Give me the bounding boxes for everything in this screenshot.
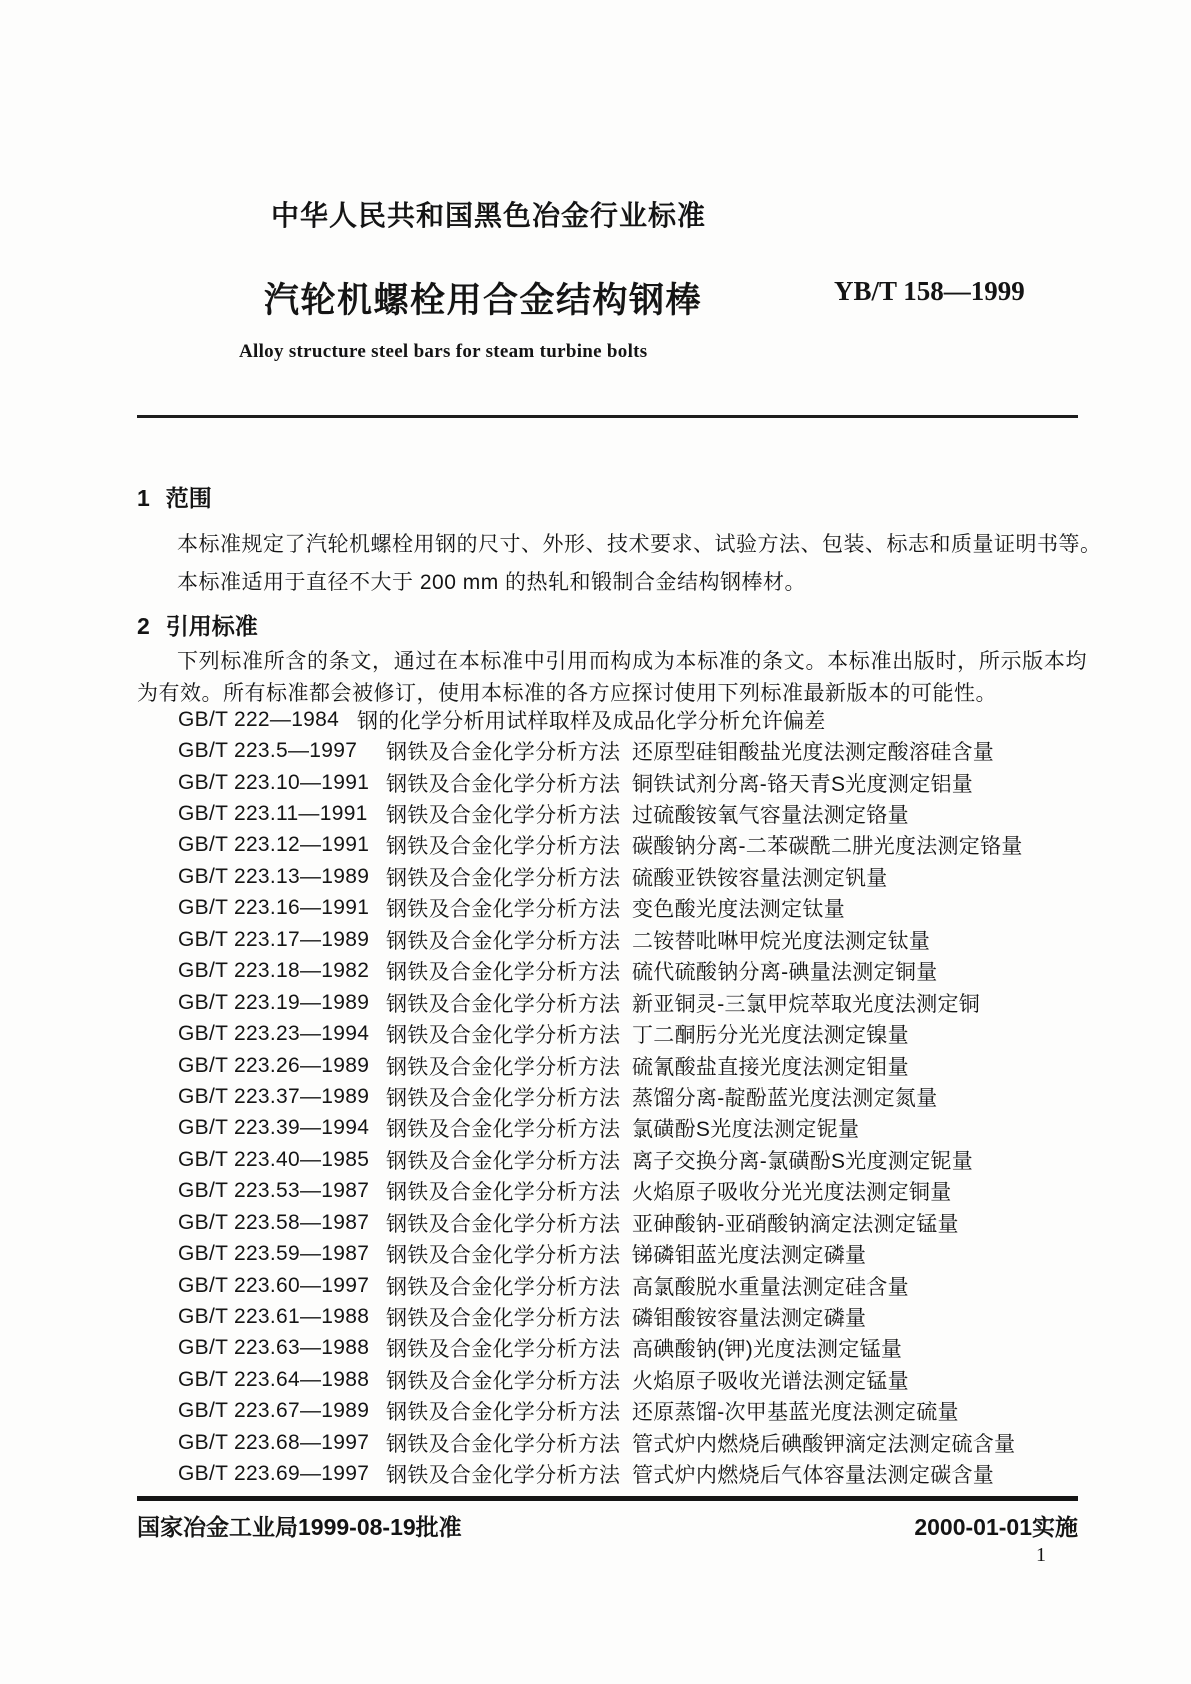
scope-paragraph-1: 本标准规定了汽轮机螺栓用钢的尺寸、外形、技术要求、试验方法、包装、标志和质量证明书等。 [177, 533, 1102, 556]
reference-method: 钢铁及合金化学分析方法 [386, 1275, 621, 1299]
reference-method: 钢铁及合金化学分析方法 [386, 992, 621, 1016]
reference-title: 新亚铜灵-三氯甲烷萃取光度法测定铜 [632, 992, 981, 1016]
reference-row [178, 956, 1098, 987]
reference-method: 钢铁及合金化学分析方法 [386, 1086, 621, 1110]
page-number: 1 [1036, 1544, 1046, 1566]
header-divider [137, 415, 1078, 418]
reference-code: GB/T 223.61—1988 [178, 1305, 370, 1329]
reference-method: 钢铁及合金化学分析方法 [386, 929, 621, 953]
document-title: 汽轮机螺栓用合金结构钢棒 [264, 281, 703, 320]
reference-code: GB/T 223.23—1994 [178, 1022, 370, 1046]
reference-code: GB/T 223.19—1989 [178, 990, 370, 1014]
reference-method: 钢铁及合金化学分析方法 [386, 1149, 621, 1173]
section-title-text: 引用标准 [165, 613, 258, 639]
approval-text: 国家冶金工业局1999-08-19批准 [137, 1514, 462, 1540]
reference-title: 钢的化学分析用试样取样及成品化学分析允许偏差 [357, 709, 826, 733]
reference-code: GB/T 223.11—1991 [178, 802, 368, 826]
reference-row [178, 1050, 1098, 1081]
reference-code: GB/T 223.68—1997 [178, 1430, 370, 1454]
scope-paragraph-2: 本标准适用于直径不大于 200 mm 的热轧和锻制合金结构钢棒材。 [177, 571, 807, 594]
reference-method: 钢铁及合金化学分析方法 [386, 866, 621, 890]
reference-method: 钢铁及合金化学分析方法 [386, 1244, 621, 1268]
reference-row [178, 1396, 1098, 1427]
reference-method: 钢铁及合金化学分析方法 [386, 1212, 621, 1236]
reference-row [178, 1081, 1098, 1112]
reference-title: 变色酸光度法测定钛量 [632, 898, 845, 922]
reference-title: 火焰原子吸收分光光度法测定铜量 [632, 1181, 952, 1205]
reference-title: 碳酸钠分离-二苯碳酰二肼光度法测定铬量 [632, 835, 1023, 859]
reference-title: 蒸馏分离-靛酚蓝光度法测定氮量 [632, 1086, 938, 1110]
reference-code: GB/T 223.59—1987 [178, 1242, 370, 1266]
section-number: 2 [137, 613, 150, 639]
reference-code: GB/T 223.60—1997 [178, 1273, 370, 1297]
reference-method: 钢铁及合金化学分析方法 [386, 1401, 621, 1425]
reference-row [178, 924, 1098, 955]
reference-title: 硫代硫酸钠分离-碘量法测定铜量 [632, 961, 938, 985]
reference-title: 氯磺酚S光度法测定铌量 [632, 1118, 860, 1142]
reference-method: 钢铁及合金化学分析方法 [386, 1118, 621, 1142]
standard-class-label: 中华人民共和国黑色冶金行业标准 [271, 200, 707, 231]
reference-code: GB/T 223.5—1997 [178, 739, 358, 763]
reference-code: GB/T 223.58—1987 [178, 1210, 370, 1234]
reference-row [178, 1459, 1098, 1490]
reference-code: GB/T 223.69—1997 [178, 1462, 370, 1486]
reference-row [178, 1176, 1098, 1207]
implementation-text: 2000-01-01实施 [914, 1514, 1078, 1540]
reference-title: 硫酸亚铁铵容量法测定钒量 [632, 866, 888, 890]
references-list [178, 704, 1098, 1490]
standard-number: YB/T 158—1999 [834, 276, 1025, 306]
reference-row [178, 1364, 1098, 1395]
reference-method: 钢铁及合金化学分析方法 [386, 741, 621, 765]
reference-row [178, 1113, 1098, 1144]
reference-title: 锑磷钼蓝光度法测定磷量 [632, 1244, 867, 1268]
reference-row [178, 767, 1098, 798]
reference-title: 高碘酸钠(钾)光度法测定锰量 [632, 1338, 903, 1362]
reference-title: 管式炉内燃烧后碘酸钾滴定法测定硫含量 [632, 1432, 1016, 1456]
reference-code: GB/T 223.18—1982 [178, 959, 370, 983]
reference-method: 钢铁及合金化学分析方法 [386, 772, 621, 796]
reference-row [178, 735, 1098, 766]
reference-code: GB/T 222—1984 [178, 707, 340, 731]
reference-row [178, 830, 1098, 861]
reference-code: GB/T 223.37—1989 [178, 1084, 370, 1108]
reference-code: GB/T 223.53—1987 [178, 1179, 370, 1203]
reference-row [178, 1018, 1098, 1049]
reference-code: GB/T 223.39—1994 [178, 1116, 370, 1140]
reference-method: 钢铁及合金化学分析方法 [386, 1369, 621, 1393]
reference-code: GB/T 223.17—1989 [178, 927, 370, 951]
reference-row [178, 1270, 1098, 1301]
reference-row [178, 893, 1098, 924]
reference-row [178, 798, 1098, 829]
footer-divider [137, 1496, 1078, 1501]
reference-title: 铜铁试剂分离-铬天青S光度测定铝量 [632, 772, 974, 796]
reference-code: GB/T 223.67—1989 [178, 1399, 370, 1423]
reference-row [178, 1333, 1098, 1364]
reference-code: GB/T 223.26—1989 [178, 1053, 370, 1077]
reference-row [178, 1144, 1098, 1175]
reference-code: GB/T 223.12—1991 [178, 833, 370, 857]
reference-method: 钢铁及合金化学分析方法 [386, 1055, 621, 1079]
reference-row [178, 704, 1098, 735]
reference-title: 二铵替吡啉甲烷光度法测定钛量 [632, 929, 931, 953]
reference-method: 钢铁及合金化学分析方法 [386, 1464, 621, 1488]
section-number: 1 [137, 485, 150, 511]
reference-code: GB/T 223.40—1985 [178, 1147, 370, 1171]
reference-title: 磷钼酸铵容量法测定磷量 [632, 1307, 867, 1331]
reference-row [178, 861, 1098, 892]
references-intro-paragraph: 下列标准所含的条文，通过在本标准中引用而构成为本标准的条文。本标准出版时，所示版本均为有效。所有标准都会被修订，使用本标准的各方应探讨使用下列标准最新版本的可能性。 [137, 650, 1087, 705]
reference-title: 硫氰酸盐直接光度法测定钼量 [632, 1055, 909, 1079]
reference-title: 还原型硅钼酸盐光度法测定酸溶硅含量 [632, 741, 995, 765]
section-1-heading [137, 480, 212, 513]
reference-row [178, 1301, 1098, 1332]
reference-method: 钢铁及合金化学分析方法 [386, 1307, 621, 1331]
reference-method: 钢铁及合金化学分析方法 [386, 961, 621, 985]
reference-title: 丁二酮肟分光光度法测定镍量 [632, 1024, 909, 1048]
reference-code: GB/T 223.63—1988 [178, 1336, 370, 1360]
reference-code: GB/T 223.64—1988 [178, 1367, 370, 1391]
reference-title: 还原蒸馏-次甲基蓝光度法测定硫量 [632, 1401, 959, 1425]
reference-title: 火焰原子吸收光谱法测定锰量 [632, 1369, 909, 1393]
reference-title: 亚砷酸钠-亚硝酸钠滴定法测定锰量 [632, 1212, 959, 1236]
section-title-text: 范围 [165, 485, 212, 511]
reference-row [178, 1238, 1098, 1269]
reference-title: 过硫酸铵氧气容量法测定铬量 [632, 804, 909, 828]
section-2-heading [137, 608, 258, 641]
reference-method: 钢铁及合金化学分析方法 [386, 1181, 621, 1205]
reference-code: GB/T 223.16—1991 [178, 896, 370, 920]
reference-method: 钢铁及合金化学分析方法 [386, 835, 621, 859]
reference-title: 高氯酸脱水重量法测定硅含量 [632, 1275, 909, 1299]
reference-row [178, 987, 1098, 1018]
reference-code: GB/T 223.13—1989 [178, 864, 370, 888]
english-title: Alloy structure steel bars for steam turbine bolts [239, 341, 648, 362]
reference-method: 钢铁及合金化学分析方法 [386, 1024, 621, 1048]
reference-method: 钢铁及合金化学分析方法 [386, 804, 621, 828]
reference-row [178, 1207, 1098, 1238]
reference-method: 钢铁及合金化学分析方法 [386, 1338, 621, 1362]
reference-method: 钢铁及合金化学分析方法 [386, 898, 621, 922]
reference-row [178, 1427, 1098, 1458]
reference-code: GB/T 223.10—1991 [178, 770, 370, 794]
reference-title: 管式炉内燃烧后气体容量法测定碳含量 [632, 1464, 995, 1488]
reference-title: 离子交换分离-氯磺酚S光度测定铌量 [632, 1149, 974, 1173]
reference-method: 钢铁及合金化学分析方法 [386, 1432, 621, 1456]
